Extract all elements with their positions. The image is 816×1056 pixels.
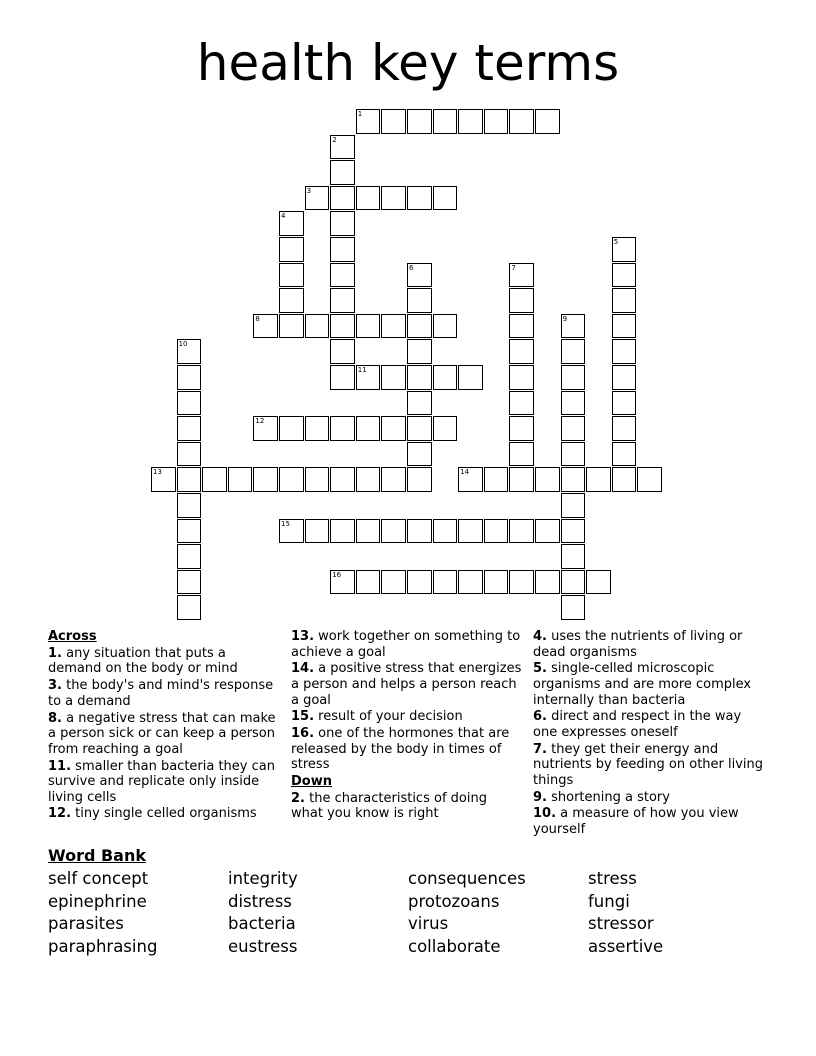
clue-number: 15 [281,519,290,528]
grid-cell[interactable] [484,109,509,134]
clue-number: 2 [332,135,337,144]
word-bank-item: parasites [48,914,124,933]
word-bank-item: protozoans [408,892,500,911]
grid-cell[interactable] [356,109,381,134]
grid-cell[interactable] [509,339,534,364]
grid-cell[interactable] [561,391,586,416]
grid-cell[interactable] [407,263,432,288]
grid-cell[interactable] [407,416,432,441]
grid-cell[interactable] [381,365,406,390]
grid-cell[interactable] [509,263,534,288]
grid-cell[interactable] [177,493,202,518]
grid-cell[interactable] [407,570,432,595]
grid-cell[interactable] [279,314,304,339]
grid-cell[interactable] [407,467,432,492]
grid-cell[interactable] [509,391,534,416]
grid-cell[interactable] [330,263,355,288]
clue-across-13: 13. work together on something to achieve a goal [291,629,521,660]
grid-cell[interactable] [561,416,586,441]
grid-cell[interactable] [381,109,406,134]
word-bank-item: fungi [588,892,630,911]
grid-cell[interactable] [279,519,304,544]
grid-cell[interactable] [535,519,560,544]
word-bank-item: eustress [228,937,298,956]
grid-cell[interactable] [509,442,534,467]
grid-cell[interactable] [407,109,432,134]
clue-across-16: 16. one of the hormones that are released by the body in times of stress [291,726,510,773]
grid-cell[interactable] [407,519,432,544]
grid-cell[interactable] [381,570,406,595]
clue-number: 5 [613,238,619,246]
grid-cell[interactable] [509,109,534,134]
grid-cell[interactable] [330,570,355,595]
grid-cell[interactable] [305,519,330,544]
grid-cell[interactable] [561,339,586,364]
clue-across-14: 14. a positive stress that energizes a person and helps a person reach a goal [291,661,522,708]
grid-cell[interactable] [253,314,278,339]
grid-cell[interactable] [535,467,560,492]
grid-cell[interactable] [305,314,330,339]
grid-cell[interactable] [535,570,560,595]
grid-cell[interactable] [356,186,381,211]
grid-cell[interactable] [407,288,432,313]
grid-cell[interactable] [330,237,355,262]
word-bank-item: bacteria [228,914,296,933]
grid-cell[interactable] [177,595,202,620]
grid-cell[interactable] [612,391,637,416]
grid-cell[interactable] [177,339,202,364]
grid-cell[interactable] [612,314,637,339]
clue-across-11: 11. smaller than bacteria they can survive and replicate only inside living cells [48,758,275,805]
page-title: health key terms [196,34,620,92]
grid-cell[interactable] [433,186,458,211]
grid-cell[interactable] [433,416,458,441]
word-bank-item: assertive [588,937,664,956]
clue-across-3: 3. the body's and mind's response to a demand [48,678,274,709]
grid-cell[interactable] [407,186,432,211]
clue-across-8: 8. a negative stress that can make a person sick or can keep a person from reaching a goal [48,710,276,757]
grid-cell[interactable] [484,519,509,544]
grid-cell[interactable] [151,467,176,492]
word-bank-item: distress [228,892,292,911]
word-bank-item: self concept [48,869,149,888]
grid-cell[interactable] [458,467,483,492]
grid-cell[interactable] [356,314,381,339]
grid-cell[interactable] [177,570,202,595]
grid-cell[interactable] [330,186,355,211]
grid-cell[interactable] [330,288,355,313]
grid-cell[interactable] [458,109,483,134]
clue-down-2: 2. the characteristics of doing what you know is right [291,790,487,822]
clue-number: 3 [306,186,312,195]
grid-cell[interactable] [330,519,355,544]
clue-number: 4 [281,212,286,221]
clue-number: 11 [357,366,367,374]
grid-cell[interactable] [202,467,227,492]
clue-column-1 [48,629,278,823]
grid-cell[interactable] [305,186,330,211]
grid-cell[interactable] [509,288,534,313]
clue-down-10: 10. a measure of how you view yourself [533,806,739,838]
grid-cell[interactable] [356,416,381,441]
grid-cell[interactable] [637,467,662,492]
grid-cell[interactable] [612,365,637,390]
grid-cell[interactable] [484,467,509,492]
grid-cell[interactable] [433,365,458,390]
clue-number: 10 [178,340,188,349]
word-bank-item: stressor [588,914,654,933]
grid-cell[interactable] [484,570,509,595]
grid-cell[interactable] [561,595,586,620]
grid-cell[interactable] [407,442,432,467]
clue-down-6: 6. direct and respect in the way one expresses oneself [533,709,742,740]
across-heading: Across [48,629,97,644]
clue-number: 6 [409,263,414,272]
grid-cell[interactable] [330,211,355,236]
grid-cell[interactable] [612,339,637,364]
grid-cell[interactable] [305,467,330,492]
grid-cell[interactable] [586,570,611,595]
grid-cell[interactable] [407,391,432,416]
clue-number: 16 [332,570,342,579]
grid-cell[interactable] [177,416,202,441]
grid-cell[interactable] [177,391,202,416]
clue-number: 1 [357,110,363,118]
word-bank-item: virus [408,914,449,933]
grid-cell[interactable] [561,519,586,544]
clue-number: 8 [255,314,260,323]
clue-down-5: 5. single-celled microscopic organisms and are more complex internally than bacteria [533,661,752,708]
word-bank-item: integrity [228,869,298,888]
grid-cell[interactable] [279,288,304,313]
clue-across-12: 12. tiny single celled organisms [48,806,257,822]
grid-cell[interactable] [509,365,534,390]
grid-cell[interactable] [228,467,253,492]
word-bank-item: collaborate [408,937,501,956]
grid-cell[interactable] [279,416,304,441]
grid-cell[interactable] [586,467,611,492]
grid-cell[interactable] [381,314,406,339]
grid-cell[interactable] [356,570,381,595]
grid-cell[interactable] [433,314,458,339]
clue-number: 13 [153,468,162,477]
grid-cell[interactable] [330,365,355,390]
grid-cell[interactable] [279,467,304,492]
word-bank-item: stress [588,869,637,888]
word-bank-title: Word Bank [48,846,147,865]
grid-cell[interactable] [305,416,330,441]
grid-cell[interactable] [433,570,458,595]
clue-down-9: 9. shortening a story [533,789,670,805]
clue-number: 7 [511,263,516,272]
grid-cell[interactable] [330,314,355,339]
word-bank-item: consequences [408,869,526,888]
clue-column-2 [291,629,523,823]
grid-cell[interactable] [561,442,586,467]
grid-cell[interactable] [381,416,406,441]
grid-cell[interactable] [509,519,534,544]
grid-cell[interactable] [381,467,406,492]
grid-cell[interactable] [612,263,637,288]
grid-cell[interactable] [177,365,202,390]
down-heading: Down [291,774,332,790]
grid-cell[interactable] [407,365,432,390]
clue-down-7: 7. they get their energy and nutrients by feeding on other living things [533,741,764,788]
grid-cell[interactable] [509,467,534,492]
clue-number: 9 [562,314,568,323]
grid-cell[interactable] [407,314,432,339]
grid-cell[interactable] [458,519,483,544]
grid-cell[interactable] [177,442,202,467]
clue-number: 14 [460,468,470,477]
grid-cell[interactable] [381,519,406,544]
grid-cell[interactable] [356,365,381,390]
grid-cell[interactable] [458,365,483,390]
grid-cell[interactable] [612,467,637,492]
grid-cell[interactable] [561,544,586,569]
grid-cell[interactable] [279,263,304,288]
grid-cell[interactable] [330,160,355,185]
grid-cell[interactable] [177,544,202,569]
grid-cell[interactable] [535,109,560,134]
grid-cell[interactable] [561,467,586,492]
grid-cell[interactable] [356,467,381,492]
grid-cell[interactable] [177,519,202,544]
grid-cell[interactable] [433,109,458,134]
clue-column-3 [533,629,769,839]
grid-cell[interactable] [279,211,304,236]
grid-cell[interactable] [561,314,586,339]
grid-cell[interactable] [433,519,458,544]
grid-cell[interactable] [561,365,586,390]
grid-cell[interactable] [330,467,355,492]
grid-cell[interactable] [330,339,355,364]
grid-cell[interactable] [279,237,304,262]
grid-cell[interactable] [561,493,586,518]
word-bank-item: epinephrine [48,892,147,911]
grid-cell[interactable] [561,570,586,595]
grid-cell[interactable] [330,135,355,160]
grid-cell[interactable] [253,416,278,441]
grid-cell[interactable] [612,288,637,313]
grid-cell[interactable] [509,570,534,595]
grid-cell[interactable] [612,416,637,441]
grid-cell[interactable] [253,467,278,492]
grid-cell[interactable] [458,570,483,595]
clue-number: 12 [255,417,265,426]
grid-cell[interactable] [612,237,637,262]
word-bank-item: paraphrasing [48,937,158,956]
clue-across-15: 15. result of your decision [291,709,463,725]
grid-cell[interactable] [177,467,202,492]
clue-across-1: 1. any situation that puts a demand on the body or mind [48,645,238,677]
grid-cell[interactable] [330,416,355,441]
grid-cell[interactable] [509,416,534,441]
grid-cell[interactable] [356,519,381,544]
grid-cell[interactable] [407,339,432,364]
grid-cell[interactable] [381,186,406,211]
grid-cell[interactable] [612,442,637,467]
clue-down-4: 4. uses the nutrients of living or dead organisms [533,629,743,660]
grid-cell[interactable] [509,314,534,339]
